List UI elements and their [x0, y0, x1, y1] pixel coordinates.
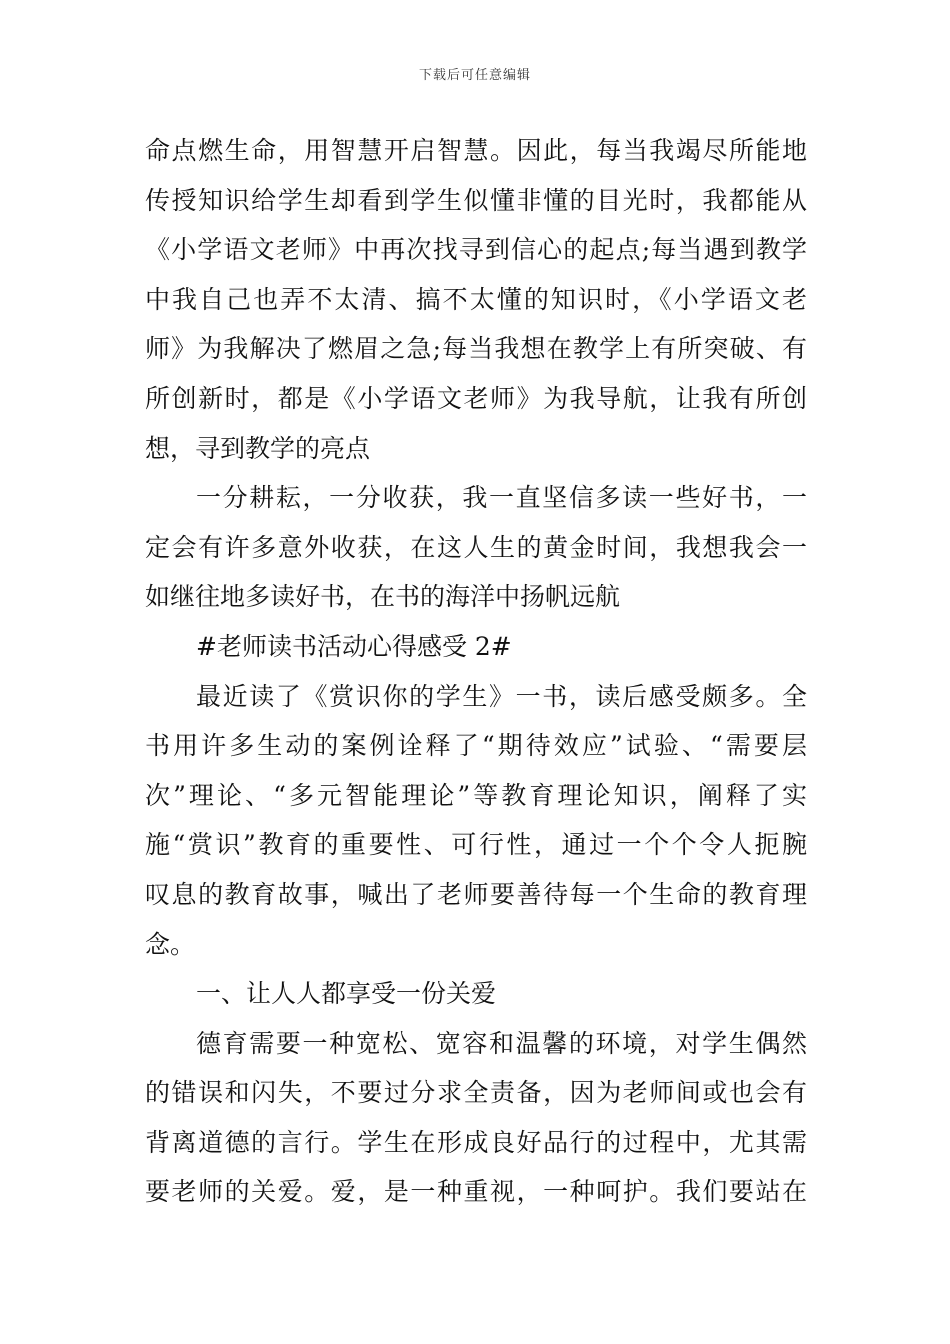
text-line: 所创新时，都是《小学语文老师》为我导航，让我有所创 — [145, 383, 807, 413]
text-line: 施“赏识”教育的重要性、可行性，通过一个个令人扼腕 — [145, 830, 807, 860]
section-heading: 一、让人人都享受一份关爱 — [196, 979, 497, 1009]
text-line: 《小学语文老师》中再次找寻到信心的起点;每当遇到教学 — [145, 235, 807, 265]
text-line: 传授知识给学生却看到学生似懂非懂的目光时，我都能从 — [145, 185, 807, 215]
text-line: 念。 — [145, 929, 196, 959]
text-line: 中我自己也弄不太清、搞不太懂的知识时，《小学语文老 — [145, 284, 807, 314]
section-heading: #老师读书活动心得感受 2# — [196, 631, 512, 661]
text-line: 的错误和闪失，不要过分求全责备，因为老师间或也会有 — [145, 1078, 807, 1108]
text-line: 书用许多生动的案例诠释了“期待效应”试验、“需要层 — [145, 731, 807, 761]
page-header: 下载后可任意编辑 — [418, 68, 531, 83]
text-line: 背离道德的言行。学生在形成良好品行的过程中，尤其需 — [145, 1127, 807, 1157]
text-line: 想，寻到教学的亮点 — [145, 433, 371, 463]
text-line: 一分耕耘，一分收获，我一直坚信多读一些好书，一 — [196, 483, 807, 513]
text-line: 叹息的教育故事，喊出了老师要善待每一个生命的教育理 — [145, 879, 807, 909]
text-line: 要老师的关爱。爱，是一种重视，一种呵护。我们要站在 — [145, 1177, 807, 1207]
text-line: 如继往地多读好书，在书的海洋中扬帆远航 — [145, 582, 621, 612]
text-line: 德育需要一种宽松、宽容和温馨的环境，对学生偶然 — [196, 1028, 807, 1058]
text-line: 师》为我解决了燃眉之急;每当我想在教学上有所突破、有 — [145, 334, 807, 364]
text-line: 最近读了《赏识你的学生》一书，读后感受颇多。全 — [196, 681, 807, 711]
text-line: 命点燃生命，用智慧开启智慧。因此，每当我竭尽所能地 — [145, 136, 807, 165]
text-line: 定会有许多意外收获，在这人生的黄金时间，我想我会一 — [145, 532, 807, 562]
text-line: 次”理论、“多元智能理论”等教育理论知识，阐释了实 — [145, 780, 807, 810]
body-text — [145, 126, 807, 1217]
